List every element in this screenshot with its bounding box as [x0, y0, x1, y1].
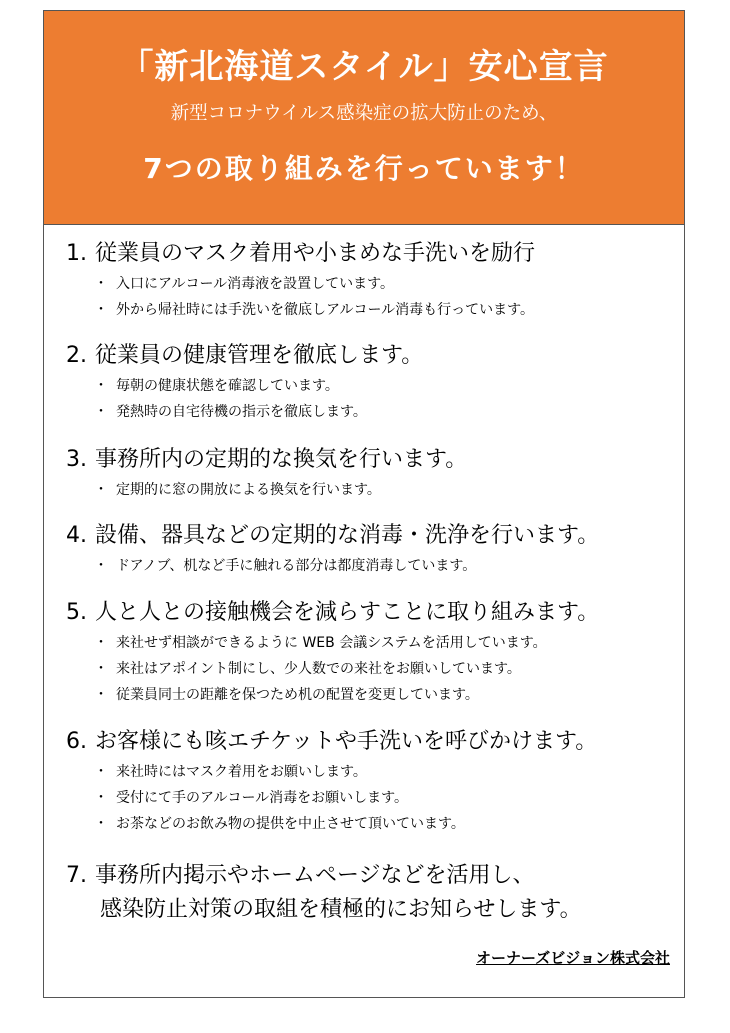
- section-2: [66, 341, 423, 425]
- section-5: [66, 598, 599, 708]
- bullet-mark: ・: [94, 687, 108, 703]
- list-item: [94, 553, 599, 579]
- notice-frame: [43, 10, 685, 998]
- section-title-text: 人と人との接触機会を減らすことに取り組みます。: [95, 600, 600, 625]
- list-item: [94, 785, 597, 811]
- list-item-text: 入口にアルコール消毒液を設置しています。: [116, 276, 395, 292]
- section-title: [66, 341, 423, 371]
- list-item: [94, 656, 599, 682]
- list-item-text: 毎朝の健康状態を確認しています。: [116, 378, 339, 394]
- section-1: [66, 239, 535, 323]
- list-item-text: 外から帰社時には手洗いを徹底しアルコール消毒も行っています。: [116, 302, 535, 318]
- list-item-text: 従業員同士の距離を保つため机の配置を変更しています。: [116, 687, 479, 703]
- section-7: [66, 859, 582, 927]
- bullet-mark: ・: [94, 302, 108, 318]
- bullet-list: [94, 553, 599, 579]
- bullet-list: [94, 477, 467, 503]
- section-number: 5.: [66, 600, 87, 625]
- section-number: 7.: [66, 863, 87, 888]
- list-item-text: 来社時にはマスク着用をお願いします。: [116, 764, 367, 780]
- bullet-list: [94, 373, 423, 425]
- bullet-mark: ・: [94, 558, 108, 574]
- bullet-mark: ・: [94, 764, 108, 780]
- section-number: 4.: [66, 523, 87, 548]
- bullet-list: [94, 271, 535, 323]
- section-4: [66, 521, 599, 579]
- section-title: [66, 859, 582, 893]
- list-item: [94, 682, 599, 708]
- notice-title: 「新北海道スタイル」安心宣言: [119, 47, 609, 87]
- notice-subtitle: 新型コロナウイルス感染症の拡大防止のため、: [170, 103, 558, 124]
- section-number: 6.: [66, 729, 87, 754]
- section-title: [66, 521, 599, 551]
- section-title: [66, 239, 535, 269]
- section-number: 2.: [66, 343, 87, 368]
- list-item: [94, 373, 423, 399]
- list-item-text: 定期的に窓の開放による換気を行います。: [116, 482, 381, 498]
- section-title-continued: 感染防止対策の取組を積極的にお知らせします。: [100, 897, 582, 922]
- bullet-mark: ・: [94, 482, 108, 498]
- section-title-text: 従業員の健康管理を徹底します。: [95, 343, 424, 368]
- list-item-text: お茶などのお飲み物の提供を中止させて頂いています。: [116, 816, 465, 832]
- list-item-text: 来社せず相談ができるように WEB 会議システムを活用しています。: [116, 635, 547, 651]
- bullet-mark: ・: [94, 378, 108, 394]
- list-item-text: 発熱時の自宅待機の指示を徹底します。: [116, 404, 367, 420]
- bullet-mark: ・: [94, 635, 108, 651]
- section-title-text: 従業員のマスク着用や小まめな手洗いを励行: [95, 241, 536, 266]
- bullet-list: [94, 759, 597, 837]
- list-item-text: ドアノブ、机など手に触れる部分は都度消毒しています。: [116, 558, 477, 574]
- section-title: [66, 727, 597, 757]
- bullet-mark: ・: [94, 661, 108, 677]
- bullet-mark: ・: [94, 276, 108, 292]
- section-title-text: 事務所内掲示やホームページなどを活用し、: [95, 863, 535, 888]
- bullet-list: [94, 630, 599, 708]
- section-title: [66, 598, 599, 628]
- bullet-mark: ・: [94, 404, 108, 420]
- header-banner: [44, 11, 684, 225]
- section-3: [66, 445, 467, 503]
- section-title: [66, 445, 467, 475]
- list-item: [94, 759, 597, 785]
- list-item-text: 来社はアポイント制にし、少人数での来社をお願いしています。: [116, 661, 521, 677]
- list-item: [94, 811, 597, 837]
- list-item: [94, 271, 535, 297]
- list-item-text: 受付にて手のアルコール消毒をお願いします。: [116, 790, 409, 806]
- section-number: 1.: [66, 241, 87, 266]
- bullet-mark: ・: [94, 790, 108, 806]
- list-item: [94, 399, 423, 425]
- list-item: [94, 297, 535, 323]
- list-item: [94, 477, 467, 503]
- section-title-text: お客様にも咳エチケットや手洗いを呼びかけます。: [95, 729, 598, 754]
- section-title-text: 事務所内の定期的な換気を行います。: [95, 447, 468, 472]
- bullet-mark: ・: [94, 816, 108, 832]
- section-title-text: 設備、器具などの定期的な消毒・洗浄を行います。: [95, 523, 600, 548]
- list-item: [94, 630, 599, 656]
- section-number: 3.: [66, 447, 87, 472]
- notice-headline: 7つの取り組みを行っています！: [143, 152, 585, 185]
- company-name: オーナーズビジョン株式会社: [476, 949, 670, 967]
- section-6: [66, 727, 597, 837]
